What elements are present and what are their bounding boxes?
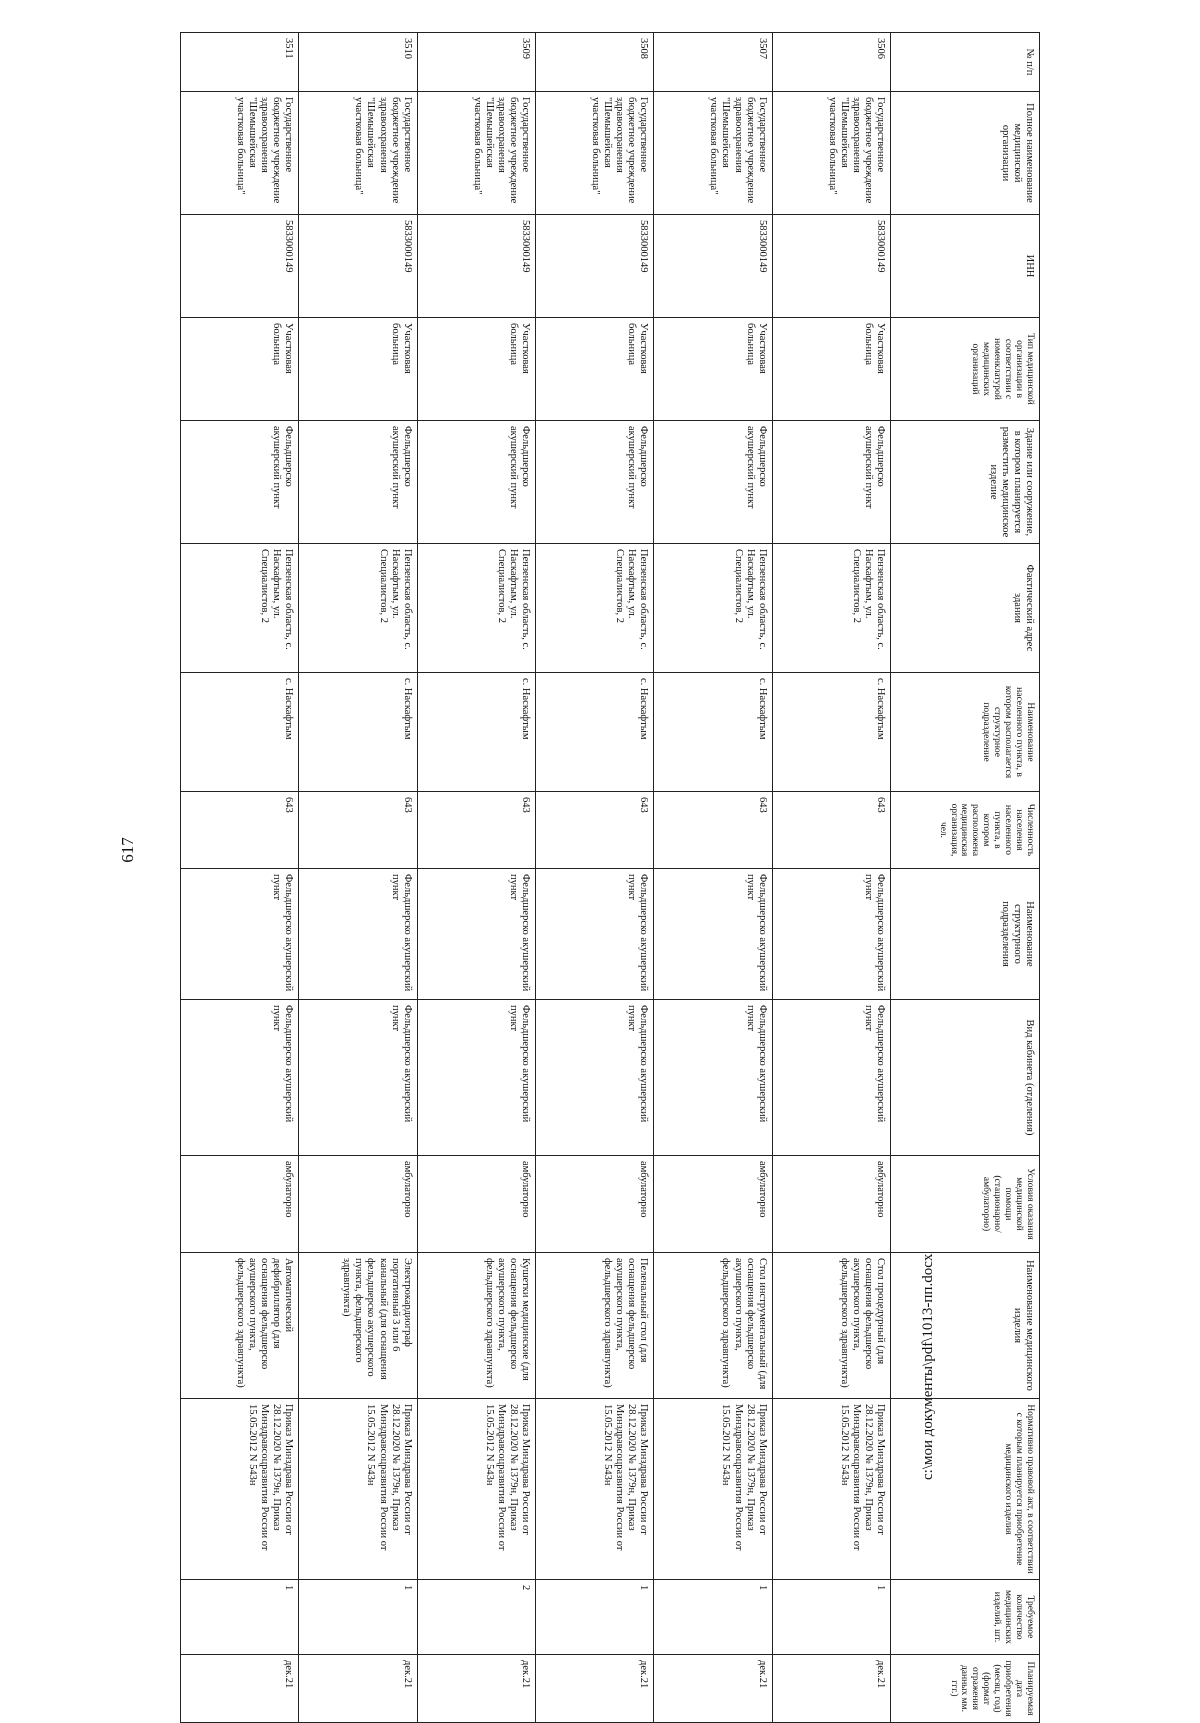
cell-locality: с. Наскафтым: [299, 673, 417, 792]
header-date: Планируемая дата приобретения (месяц, год) (формат отражения данных мм. ггг.): [891, 1655, 1040, 1723]
cell-type: Участковая больница: [181, 318, 299, 421]
cell-unit: Фельдшерско акушерский пункт: [654, 869, 772, 1000]
table-row: [299, 33, 417, 1723]
cell-inn: 5833000149: [654, 215, 772, 318]
cell-type: Участковая больница: [299, 318, 417, 421]
cell-num: 3511: [181, 33, 299, 92]
cell-building: Фельдшерско акушерский пункт: [536, 421, 654, 544]
header-address: Фактический адрес здания: [891, 544, 1040, 673]
cell-type: Участковая больница: [772, 318, 890, 421]
table-row: [654, 33, 772, 1723]
cell-org: Государственное бюджетное учреждение здравоохранения "Шемышейская участковая больница": [654, 92, 772, 215]
header-unit: Наименование структурного подразделения: [891, 869, 1040, 1000]
cell-org: Государственное бюджетное учреждение здравоохранения "Шемышейская участковая больница": [299, 92, 417, 215]
cell-num: 3507: [654, 33, 772, 92]
cell-population: 643: [536, 792, 654, 869]
cell-conditions: амбулаторно: [536, 1156, 654, 1253]
cell-unit: Фельдшерско акушерский пункт: [299, 869, 417, 1000]
cell-address: Пензенская область, с. Наскафтым, ул. Специалистов, 2: [181, 544, 299, 673]
cell-unit: Фельдшерско акушерский пункт: [181, 869, 299, 1000]
cell-num: 3508: [536, 33, 654, 92]
cell-inn: 5833000149: [181, 215, 299, 318]
cell-device: Кушетки медицинские (для оснащения фельдшерско акушерского пункта, фельдшерского здравпункта): [417, 1253, 535, 1399]
cell-conditions: амбулаторно: [772, 1156, 890, 1253]
cell-address: Пензенская область, с. Наскафтым, ул. Специалистов, 2: [417, 544, 535, 673]
cell-device: Электрокардиограф портативный 3 или 6 канальный (для оснащения фельдшерско акушерского пункта, фельдшерского здравпункта): [299, 1253, 417, 1399]
cell-date: дек.21: [654, 1655, 772, 1723]
cell-date: дек.21: [536, 1655, 654, 1723]
cell-law: Приказ Минздрава России от 28.12.2020 № 1379н, Приказ Минздравсоцразвития России от 15.05.2012 N 543н: [536, 1399, 654, 1580]
cell-locality: с. Наскафтым: [181, 673, 299, 792]
cell-building: Фельдшерско акушерский пункт: [654, 421, 772, 544]
cell-locality: с. Наскафтым: [536, 673, 654, 792]
cell-law: Приказ Минздрава России от 28.12.2020 № 1379н, Приказ Минздравсоцразвития России от 15.05.2012 N 543н: [299, 1399, 417, 1580]
cell-address: Пензенская область, с. Наскафтым, ул. Специалистов, 2: [536, 544, 654, 673]
cell-device: Стол инструментальный (для оснащения фельдшерско акушерского пункта, фельдшерского здравпункта): [654, 1253, 772, 1399]
cell-type: Участковая больница: [654, 318, 772, 421]
cell-org: Государственное бюджетное учреждение здравоохранения "Шемышейская участковая больница": [536, 92, 654, 215]
header-building: Здание или сооружение, в котором планируется разместить медицинское изделие: [891, 421, 1040, 544]
cell-law: Приказ Минздрава России от 28.12.2020 № 1379н, Приказ Минздравсоцразвития России от 15.05.2012 N 543н: [181, 1399, 299, 1580]
cell-cabinet: Фельдшерско акушерский пункт: [417, 1000, 535, 1156]
cell-unit: Фельдшерско акушерский пункт: [772, 869, 890, 1000]
header-type: Тип медицинской организации в соответствии с номенклатурой медицинских организаций: [891, 318, 1040, 421]
cell-inn: 5833000149: [536, 215, 654, 318]
cell-num: 3506: [772, 33, 890, 92]
cell-date: дек.21: [299, 1655, 417, 1723]
cell-num: 3509: [417, 33, 535, 92]
cell-population: 643: [181, 792, 299, 869]
cell-device: Автоматический дефибриллятор (для оснащения фельдшерско акушерского пункта, фельдшерского здравпункта): [181, 1253, 299, 1399]
table-row: [536, 33, 654, 1723]
cell-law: Приказ Минздрава России от 28.12.2020 № 1379н, Приказ Минздравсоцразвития России от 15.05.2012 N 543н: [654, 1399, 772, 1580]
cell-org: Государственное бюджетное учреждение здравоохранения "Шемышейская участковая больница": [181, 92, 299, 215]
table-row: [417, 33, 535, 1723]
cell-conditions: амбулаторно: [299, 1156, 417, 1253]
header-num: № п/п: [891, 33, 1040, 92]
cell-law: Приказ Минздрава России от 28.12.2020 № 1379н, Приказ Минздравсоцразвития России от 15.05.2012 N 543н: [772, 1399, 890, 1580]
cell-inn: 5833000149: [299, 215, 417, 318]
table-header-row: [891, 33, 1040, 1723]
header-org: Полное наименование медицинской организации: [891, 92, 1040, 215]
cell-cabinet: Фельдшерско акушерский пункт: [181, 1000, 299, 1156]
footer-file-path: c:\мои документы\pdf\1013-пп.docx: [920, 1253, 936, 1480]
cell-conditions: амбулаторно: [417, 1156, 535, 1253]
header-locality: Наименование населенного пункта, в котором располагается структурное подразделение: [891, 673, 1040, 792]
header-device: Наименование медицинского изделия: [891, 1253, 1040, 1399]
cell-qty: 1: [536, 1580, 654, 1655]
header-law: Нормативно правовой акт, в соответствии с которым планируется приобретение медицинского изделия: [891, 1399, 1040, 1580]
cell-locality: с. Наскафтым: [654, 673, 772, 792]
cell-type: Участковая больница: [417, 318, 535, 421]
cell-cabinet: Фельдшерско акушерский пункт: [299, 1000, 417, 1156]
table-row: [772, 33, 890, 1723]
header-qty: Требуемое количество медицинских изделий, шт.: [891, 1580, 1040, 1655]
cell-qty: 1: [654, 1580, 772, 1655]
cell-cabinet: Фельдшерско акушерский пункт: [536, 1000, 654, 1156]
cell-population: 643: [772, 792, 890, 869]
cell-org: Государственное бюджетное учреждение здравоохранения "Шемышейская участковая больница": [772, 92, 890, 215]
cell-device: Стол процедурный (для оснащения фельдшерско акушерского пункта, фельдшерского здравпункта): [772, 1253, 890, 1399]
cell-inn: 5833000149: [772, 215, 890, 318]
cell-conditions: амбулаторно: [654, 1156, 772, 1253]
cell-locality: с. Наскафтым: [772, 673, 890, 792]
cell-qty: 2: [417, 1580, 535, 1655]
cell-date: дек.21: [181, 1655, 299, 1723]
cell-law: Приказ Минздрава России от 28.12.2020 № 1379н, Приказ Минздравсоцразвития России от 15.05.2012 N 543н: [417, 1399, 535, 1580]
cell-conditions: амбулаторно: [181, 1156, 299, 1253]
medical-device-registry-table: [180, 32, 1040, 1723]
cell-building: Фельдшерско акушерский пункт: [417, 421, 535, 544]
cell-building: Фельдшерско акушерский пункт: [299, 421, 417, 544]
header-inn: ИНН: [891, 215, 1040, 318]
cell-building: Фельдшерско акушерский пункт: [181, 421, 299, 544]
cell-qty: 1: [181, 1580, 299, 1655]
cell-device: Пеленальный стол (для оснащения фельдшерско акушерского пункта, фельдшерского здравпункта): [536, 1253, 654, 1399]
cell-population: 643: [417, 792, 535, 869]
cell-org: Государственное бюджетное учреждение здравоохранения "Шемышейская участковая больница": [417, 92, 535, 215]
header-cabinet: Вид кабинета (отделения): [891, 1000, 1040, 1156]
cell-type: Участковая больница: [536, 318, 654, 421]
cell-unit: Фельдшерско акушерский пункт: [417, 869, 535, 1000]
cell-address: Пензенская область, с. Наскафтым, ул. Специалистов, 2: [654, 544, 772, 673]
cell-inn: 5833000149: [417, 215, 535, 318]
cell-building: Фельдшерско акушерский пункт: [772, 421, 890, 544]
cell-address: Пензенская область, с. Наскафтым, ул. Специалистов, 2: [772, 544, 890, 673]
cell-date: дек.21: [417, 1655, 535, 1723]
cell-num: 3510: [299, 33, 417, 92]
page-number: 617: [118, 837, 137, 863]
table-row: [181, 33, 299, 1723]
cell-locality: с. Наскафтым: [417, 673, 535, 792]
header-conditions: Условия оказания медицинской помощи (стационарно/амбулаторно): [891, 1156, 1040, 1253]
cell-date: дек.21: [772, 1655, 890, 1723]
header-population: Численность населения населенного пункта, в котором расположена медицинская организация, чел.: [891, 792, 1040, 869]
cell-address: Пензенская область, с. Наскафтым, ул. Специалистов, 2: [299, 544, 417, 673]
cell-unit: Фельдшерско акушерский пункт: [536, 869, 654, 1000]
cell-qty: 1: [299, 1580, 417, 1655]
cell-population: 643: [654, 792, 772, 869]
cell-population: 643: [299, 792, 417, 869]
cell-cabinet: Фельдшерско акушерский пункт: [654, 1000, 772, 1156]
cell-qty: 1: [772, 1580, 890, 1655]
cell-cabinet: Фельдшерско акушерский пункт: [772, 1000, 890, 1156]
registry-table-container: [180, 32, 1040, 1717]
